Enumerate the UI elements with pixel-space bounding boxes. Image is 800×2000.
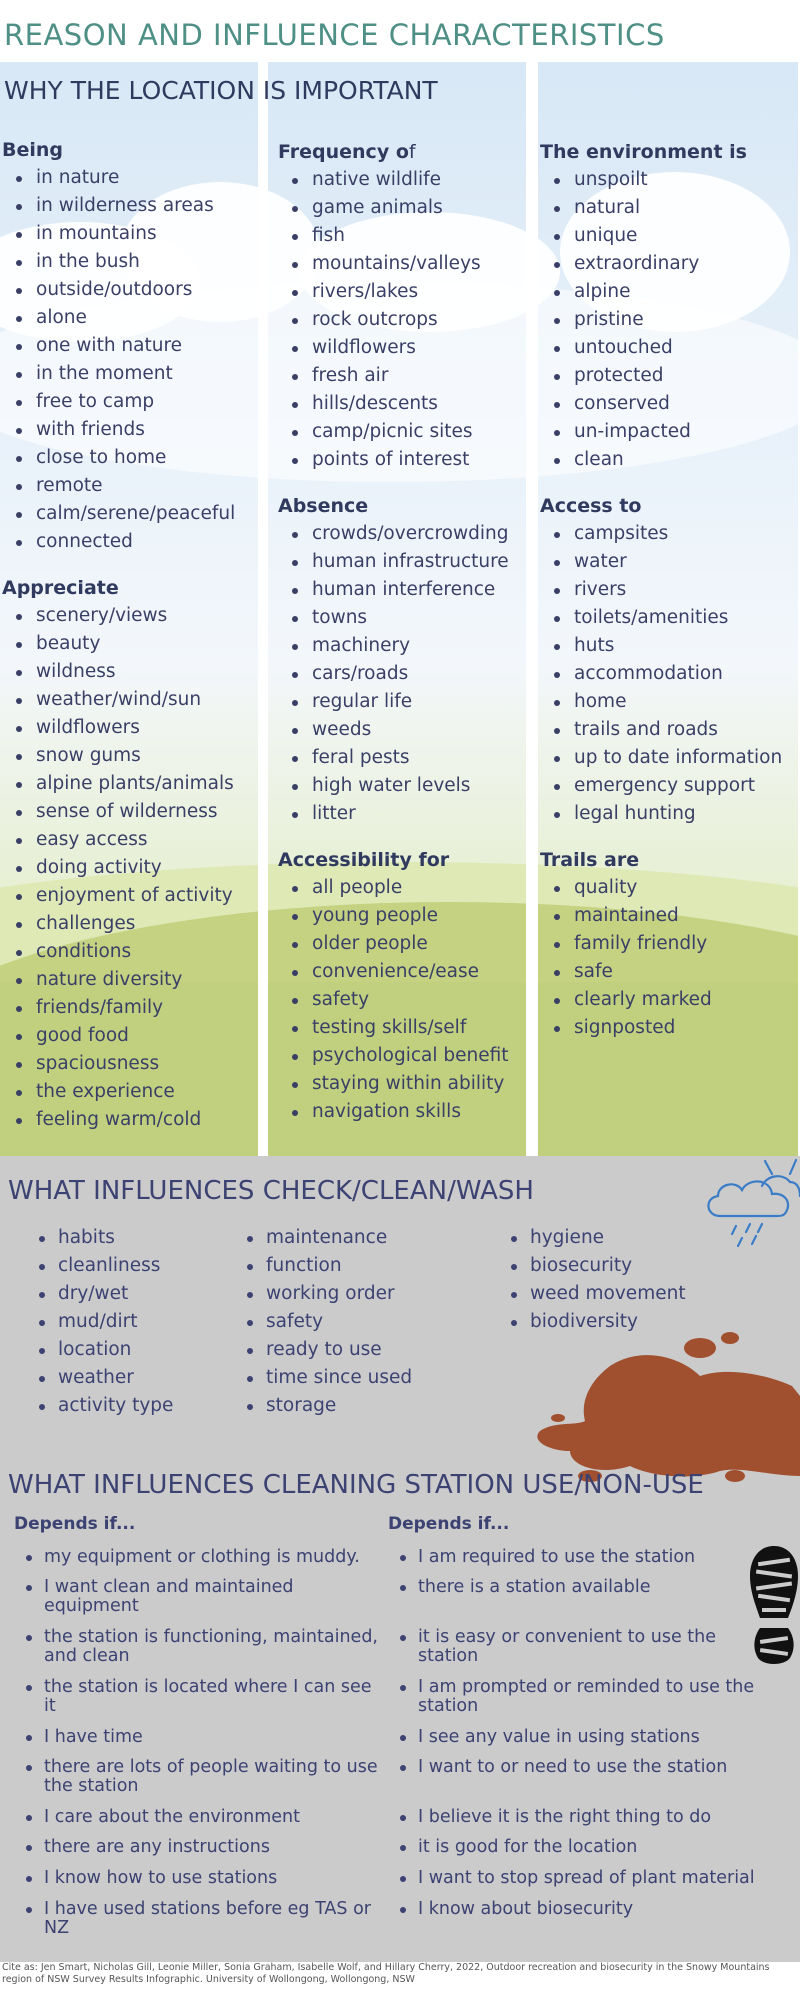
list-item: connected [2,528,235,556]
list-item: unspoilt [540,166,782,194]
list-item: trails and roads [540,716,782,744]
list-item: maintenance [240,1224,412,1252]
list-item: nature diversity [2,966,235,994]
list-item: function [240,1252,412,1280]
list-item: legal hunting [540,800,782,828]
list-item [12,1838,270,1857]
list-item [386,1728,700,1747]
list-item [12,1728,143,1747]
group-title: Accessibility for [278,849,450,871]
list-item [386,1758,727,1777]
list-item: the experience [2,1078,235,1106]
list-item: extraordinary [540,250,782,278]
list-item [386,1838,637,1857]
list-item: water [540,548,782,576]
list-item: hills/descents [278,390,509,418]
influences-panel [0,1156,800,1962]
list-item: storage [240,1392,412,1420]
list-item: weeds [278,716,509,744]
list-item [12,1900,371,1938]
item-text: my equipment or clothing is muddy. [44,1547,360,1567]
list-item: young people [278,902,509,930]
item-text: I am prompted or reminded to use the [418,1677,755,1697]
list-item: sense of wilderness [2,798,235,826]
environment-list [540,166,782,474]
list-item: safe [540,958,782,986]
check-list-column-2 [240,1224,412,1420]
list-item: in mountains [2,220,235,248]
check-list-column-1 [32,1224,173,1420]
list-item: friends/family [2,994,235,1022]
item-text: station [418,1646,479,1666]
list-item: dry/wet [32,1280,173,1308]
access-list [540,520,782,828]
list-item: cars/roads [278,660,509,688]
list-item: clean [540,446,782,474]
list-item: working order [240,1280,412,1308]
list-item [386,1578,650,1597]
section-heading: WHAT INFLUENCES CHECK/CLEAN/WASH [8,1176,534,1206]
list-item: wildness [2,658,235,686]
group-title: Access to [540,495,642,517]
reasons-column-2 [278,138,509,1144]
list-item: crowds/overcrowding [278,520,509,548]
list-item: weather/wind/sun [2,686,235,714]
list-item: untouched [540,334,782,362]
list-item [386,1678,754,1716]
reasons-column-3 [540,138,782,1060]
list-item: maintained [540,902,782,930]
list-item: spaciousness [2,1050,235,1078]
item-text: I want to or need to use the station [418,1757,728,1777]
depends-title-left: Depends if... [14,1514,136,1534]
item-text: I have used stations before eg TAS or [44,1899,371,1919]
list-item: psychological benefit [278,1042,509,1070]
list-item: older people [278,930,509,958]
list-item: conserved [540,390,782,418]
column-divider [258,62,268,1156]
item-text: there are lots of people waiting to use [44,1757,378,1777]
group-title [278,138,509,166]
list-item [12,1578,294,1616]
list-item: remote [2,472,235,500]
group-title-text: Frequency o [278,141,409,163]
list-item [12,1628,378,1666]
list-item: with friends [2,416,235,444]
list-item: all people [278,874,509,902]
list-item: hygiene [504,1224,686,1252]
list-item: in nature [2,164,235,192]
list-item: quality [540,874,782,902]
item-text: the station is functioning, maintained, [44,1627,378,1647]
item-text: I know about biosecurity [418,1899,634,1919]
item-text: I want clean and maintained [44,1577,294,1597]
item-text: equipment [44,1596,139,1616]
item-text: it is good for the location [418,1837,638,1857]
being-list [2,164,235,556]
list-item [386,1869,755,1888]
check-list-column-3 [504,1224,686,1336]
item-text: I know how to use stations [44,1868,278,1888]
item-text: the station is located where I can see [44,1677,372,1697]
list-item: huts [540,632,782,660]
list-item: scenery/views [2,602,235,630]
list-item [12,1758,378,1796]
section-heading: WHAT INFLUENCES CLEANING STATION USE/NON-USE [8,1470,704,1500]
list-item: conditions [2,938,235,966]
list-item [12,1678,372,1716]
item-text: I believe it is the right thing to do [418,1807,712,1827]
mud-splat-icon [530,1326,800,1486]
item-text: it [44,1696,56,1716]
list-item: rock outcrops [278,306,509,334]
list-item: unique [540,222,782,250]
list-item: points of interest [278,446,509,474]
list-item: mountains/valleys [278,250,509,278]
list-item: safety [278,986,509,1014]
list-item: time since used [240,1364,412,1392]
item-text: I see any value in using stations [418,1727,700,1747]
list-item: human interference [278,576,509,604]
group-title: Being [2,139,64,161]
group-title-text: f [408,141,416,163]
list-item: up to date information [540,744,782,772]
list-item: in the bush [2,248,235,276]
list-item: regular life [278,688,509,716]
rain-cloud-icon [700,1156,800,1256]
group-title: Appreciate [2,577,119,599]
list-item: cleanliness [32,1252,173,1280]
list-item: challenges [2,910,235,938]
item-text: there are any instructions [44,1837,270,1857]
list-item: enjoyment of activity [2,882,235,910]
list-item: location [32,1336,173,1364]
list-item: beauty [2,630,235,658]
location-section [0,62,800,1156]
list-item: fish [278,222,509,250]
list-item [386,1628,716,1666]
list-item: natural [540,194,782,222]
list-item: mud/dirt [32,1308,173,1336]
list-item: easy access [2,826,235,854]
frequency-list [278,166,509,474]
list-item: weed movement [504,1280,686,1308]
list-item: weather [32,1364,173,1392]
list-item: feeling warm/cold [2,1106,235,1134]
citation: Cite as: Jen Smart, Nicholas Gill, Leonie Miller, Sonia Graham, Isabelle Wolf, and Hillary Cherry, 2022, Outdoor recreation and biosecurity in the Snowy Mountains region of NSW Survey Results Infographic. University of Wollongong, Wollongong, NSW [2,1962,770,1985]
trails-list [540,874,782,1042]
item-text: I care about the environment [44,1807,300,1827]
list-item: navigation skills [278,1098,509,1126]
list-item: litter [278,800,509,828]
list-item [12,1808,300,1827]
list-item: toilets/amenities [540,604,782,632]
list-item: rivers [540,576,782,604]
item-text: I want to stop spread of plant material [418,1868,755,1888]
list-item: biodiversity [504,1308,686,1336]
list-item: free to camp [2,388,235,416]
list-item: human infrastructure [278,548,509,576]
list-item: testing skills/self [278,1014,509,1042]
list-item: habits [32,1224,173,1252]
page-title: REASON AND INFLUENCE CHARACTERISTICS [4,18,665,52]
item-text: I have time [44,1727,143,1747]
item-text: and clean [44,1646,130,1666]
list-item: game animals [278,194,509,222]
list-item [386,1900,633,1919]
group-title: The environment is [540,141,747,163]
absence-list [278,520,509,828]
list-item: campsites [540,520,782,548]
reasons-column-1 [2,136,235,1152]
list-item: family friendly [540,930,782,958]
accessibility-list [278,874,509,1126]
section-heading: WHY THE LOCATION IS IMPORTANT [4,76,438,105]
item-text: it is easy or convenient to use the [418,1627,716,1647]
list-item: home [540,688,782,716]
list-item: alpine [540,278,782,306]
list-item: machinery [278,632,509,660]
appreciate-list [2,602,235,1134]
group-title: Trails are [540,849,640,871]
list-item [12,1869,277,1888]
item-text: NZ [44,1918,70,1938]
list-item: alpine plants/animals [2,770,235,798]
list-item: in the moment [2,360,235,388]
depends-title-right: Depends if... [388,1514,510,1534]
boot-print-icon [748,1546,800,1666]
list-item: emergency support [540,772,782,800]
list-item: high water levels [278,772,509,800]
list-item: feral pests [278,744,509,772]
list-item: calm/serene/peaceful [2,500,235,528]
list-item: ready to use [240,1336,412,1364]
list-item: protected [540,362,782,390]
list-item: in wilderness areas [2,192,235,220]
list-item: convenience/ease [278,958,509,986]
list-item [12,1548,360,1567]
list-item: fresh air [278,362,509,390]
list-item: pristine [540,306,782,334]
list-item: wildflowers [278,334,509,362]
list-item: good food [2,1022,235,1050]
list-item: signposted [540,1014,782,1042]
list-item [386,1548,695,1567]
list-item: biosecurity [504,1252,686,1280]
list-item: safety [240,1308,412,1336]
list-item: camp/picnic sites [278,418,509,446]
list-item: un-impacted [540,418,782,446]
list-item: native wildlife [278,166,509,194]
list-item: close to home [2,444,235,472]
item-text: the station [44,1776,139,1796]
group-title: Absence [278,495,369,517]
item-text: there is a station available [418,1577,651,1597]
item-text: I am required to use the station [418,1547,696,1567]
list-item: towns [278,604,509,632]
list-item: snow gums [2,742,235,770]
list-item: clearly marked [540,986,782,1014]
list-item [386,1808,711,1827]
list-item: one with nature [2,332,235,360]
list-item: activity type [32,1392,173,1420]
item-text: station [418,1696,479,1716]
list-item: wildflowers [2,714,235,742]
list-item: rivers/lakes [278,278,509,306]
list-item: staying within ability [278,1070,509,1098]
list-item: accommodation [540,660,782,688]
list-item: outside/outdoors [2,276,235,304]
list-item: alone [2,304,235,332]
column-divider [526,62,538,1156]
list-item: doing activity [2,854,235,882]
